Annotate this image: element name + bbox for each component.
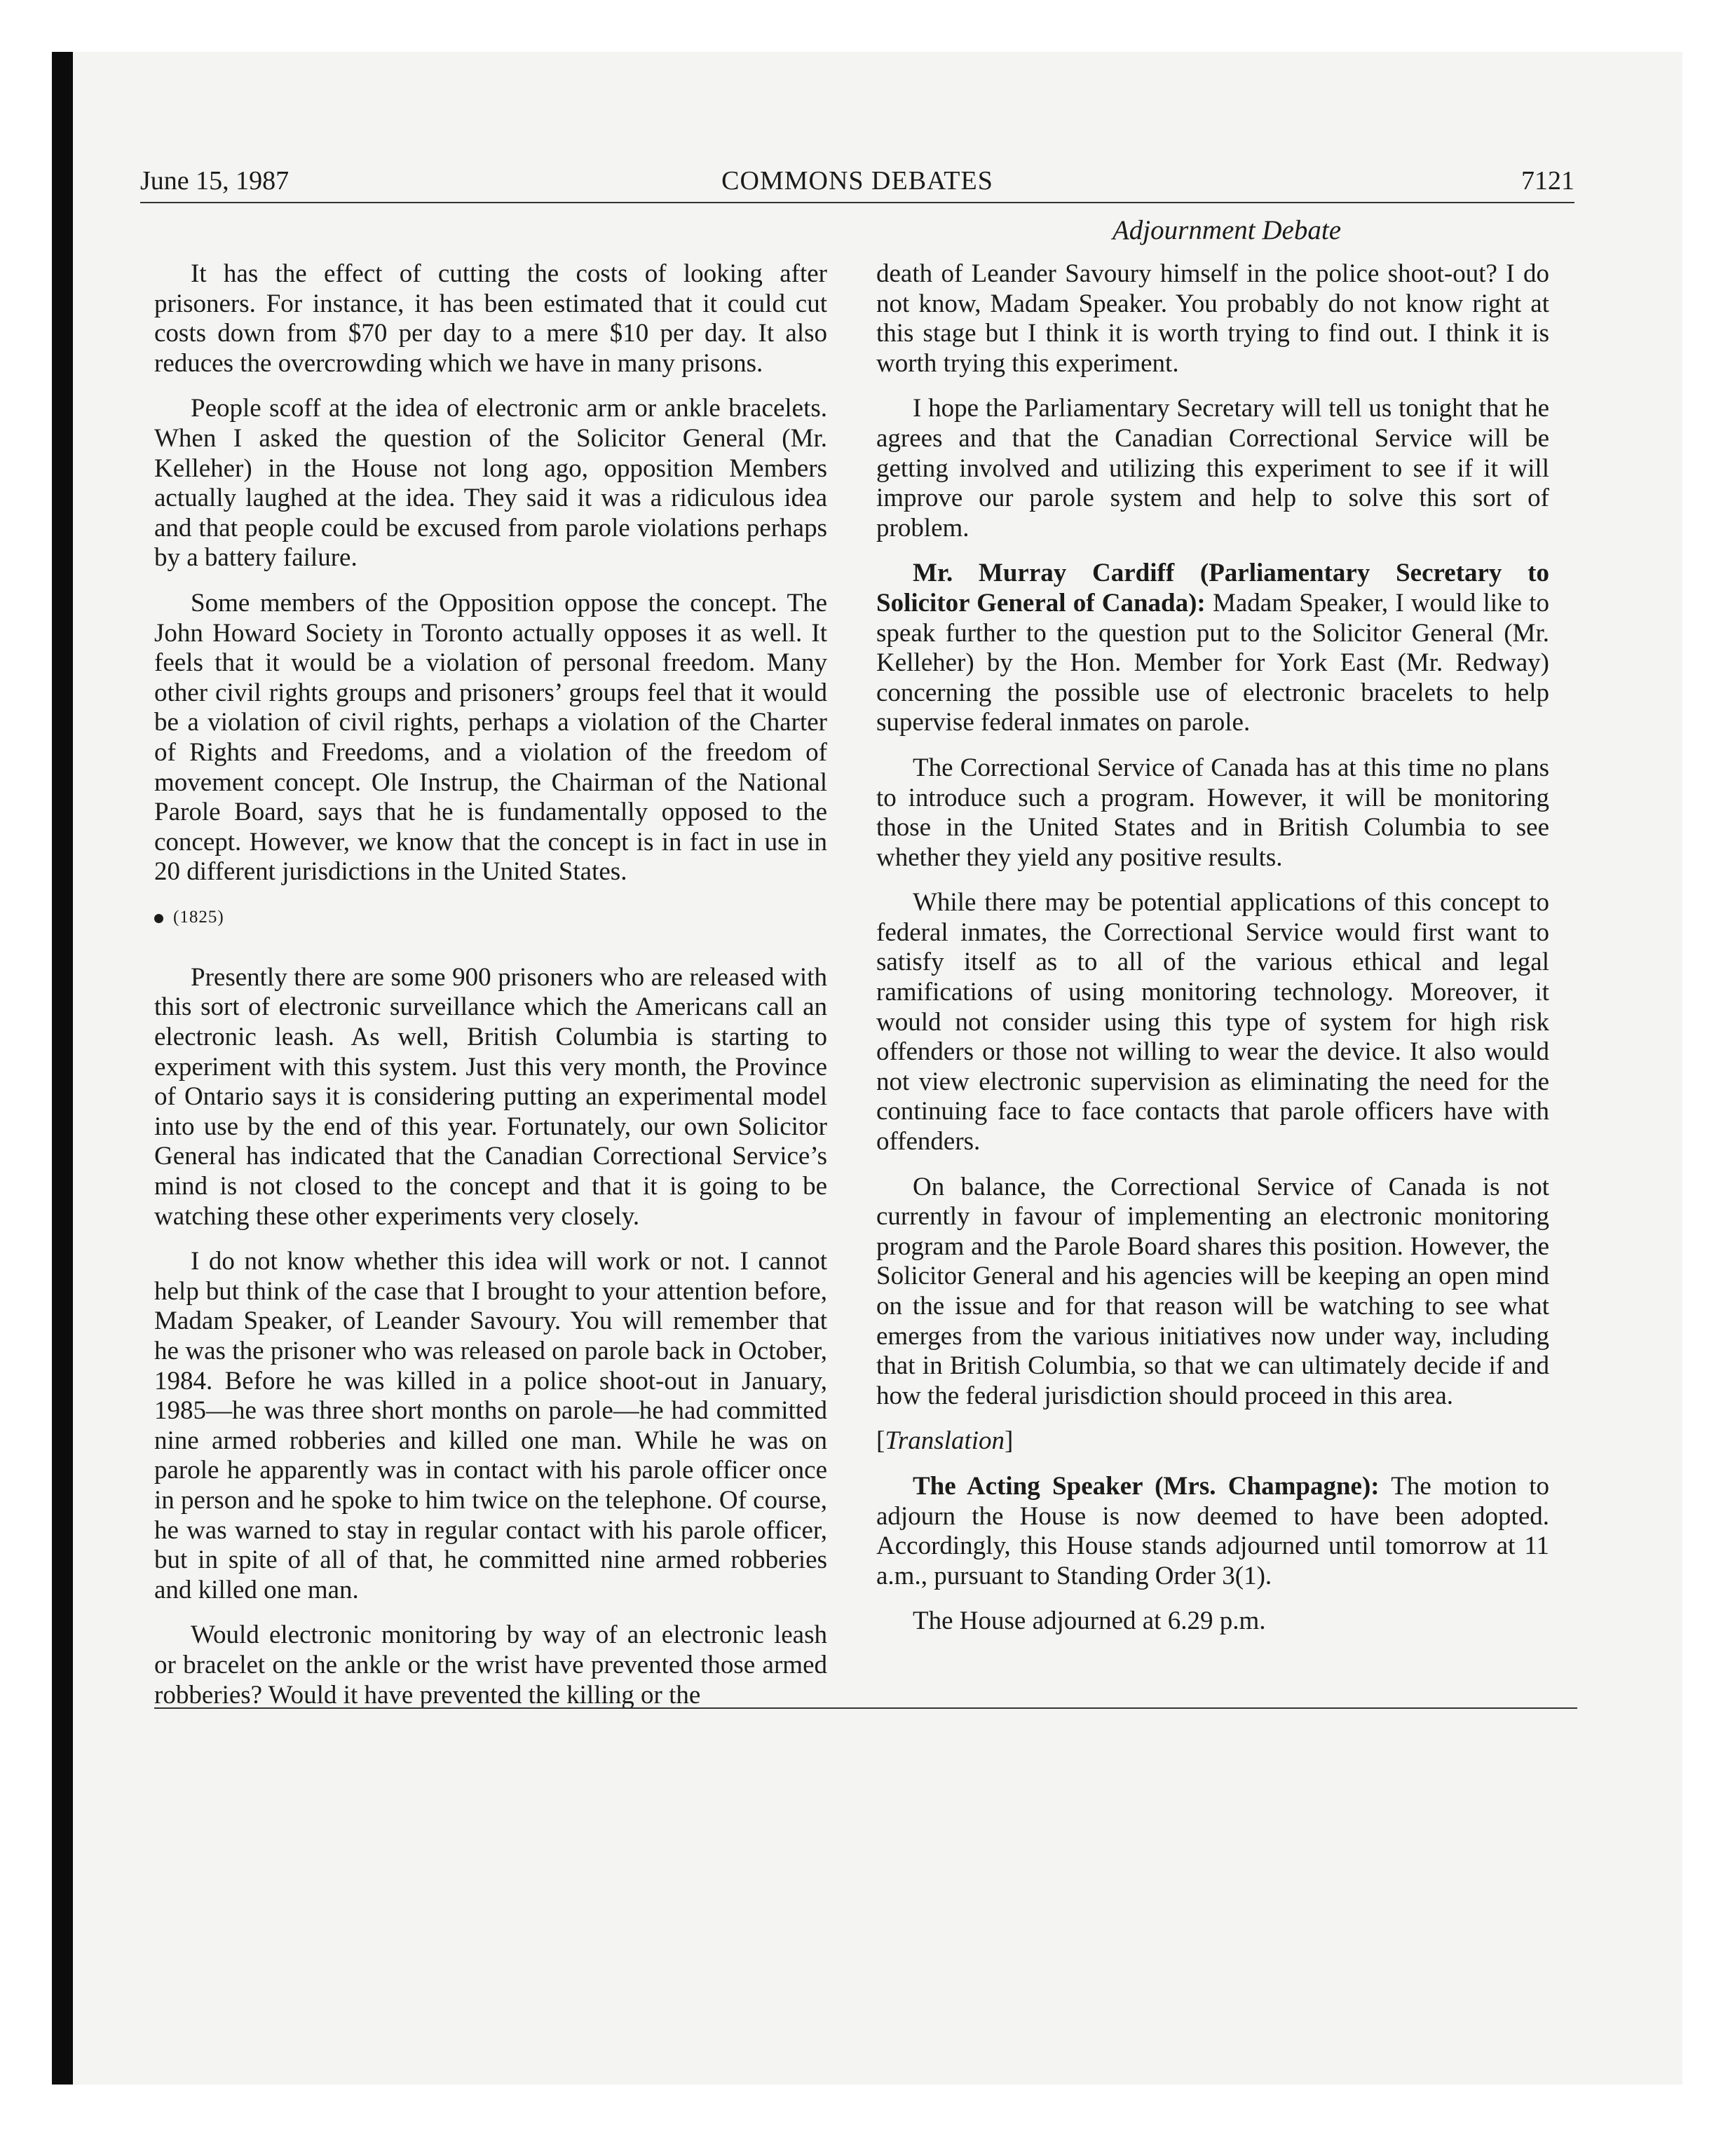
speech-paragraph xyxy=(876,1472,1549,1591)
paragraph: While there may be potential applications of this concept to federal inmates, the Correctional Service would first want to satisfy itself as to all of the various ethical and legal ramifications of using monitoring technology. Moreover, it would not consider using this type of system for high risk offenders or those not willing to wear the device. It also would not view electronic supervision as eliminating the need for the continuing face to face contacts that parole officers have with offenders. xyxy=(876,888,1549,1157)
time-marker-label: (1825) xyxy=(173,907,224,927)
paragraph: Would electronic monitoring by way of an electronic leash or bracelet on the ankle or the wrist have prevented those armed robberies? Would it have prevented the killing or the xyxy=(154,1621,827,1710)
footer-rule xyxy=(154,1707,1577,1709)
paragraph: The House adjourned at 6.29 p.m. xyxy=(913,1606,1266,1636)
left-column xyxy=(154,259,827,1726)
speech-paragraph xyxy=(876,559,1549,738)
paragraph: Presently there are some 900 prisoners who are released with this sort of electronic surveillance which the Americans call an electronic leash. As well, British Columbia is starting to experiment with this system. Just this very month, the Province of Ontario says it is considering putting an experimental model into use by the end of this year. Fortunately, our own Solicitor General has indicated that the Canadian Correctional Service’s mind is not closed to the concept and that it is going to be watching these other experiments very closely. xyxy=(154,962,827,1231)
speech-text: The motion to adjourn the House is now deemed to have been adopted. Accordingly, this House stands adjourned until tomorrow at 11 a.m., pursuant to Standing Order 3(1). xyxy=(876,1471,1549,1590)
paragraph: People scoff at the idea of electronic arm or ankle bracelets. When I asked the question of the Solicitor General (Mr. Kelleher) in the House not long ago, opposition Members actually laughed at the idea. They said it was a ridiculous idea and that people could be excused from parole violations perhaps by a battery failure. xyxy=(154,394,827,573)
paragraph: It has the effect of cutting the costs of looking after prisoners. For instance, it has been estimated that it could cut costs down from $70 per day to a mere $10 per day. It also reduces the overcrowding which we have in many prisons. xyxy=(154,259,827,378)
translation-label-text: Translation xyxy=(885,1426,1005,1456)
page-number: 7121 xyxy=(1521,166,1574,196)
running-head xyxy=(140,160,1574,202)
section-heading: Adjournment Debate xyxy=(1112,215,1341,245)
paragraph: I do not know whether this idea will work or not. I cannot help but think of the case that I brought to your attention before, Madam Speaker, of Leander Savoury. You will remember that he was the prisoner who was released on parole back in October, 1984. Before he was killed in a police shoot-out in January, 1985—he was three short months on parole—he had committed nine armed robberies and killed one man. While he was on parole he apparently was in contact with his parole officer once in person and he spoke to him twice on the telephone. Of course, he was warned to stay in regular contact with his parole officer, but in spite of all of that, he committed nine armed robberies and killed one man. xyxy=(154,1247,827,1604)
bullet-icon xyxy=(154,914,163,923)
paragraph: The Correctional Service of Canada has at this time no plans to introduce such a program. However, it will be monitoring those in the United States and in British Columbia to see whether they yield any positive results. xyxy=(876,753,1549,872)
paragraph: Some members of the Opposition oppose the concept. The John Howard Society in Toronto actually opposes it as well. It feels that it would be a violation of personal freedom. Many other civil rights groups and prisoners’ groups feel that it would be a violation of civil rights, perhaps a violation of the Charter of Rights and Freedoms, and a violation of the freedom of movement concept. Ole Instrup, the Chairman of the National Parole Board, says that he is fundamentally opposed to the concept. However, we know that the concept is in fact in use in 20 different jurisdictions in the United States. xyxy=(154,588,827,887)
time-marker xyxy=(154,903,827,932)
header-rule xyxy=(140,202,1574,203)
paragraph: On balance, the Correctional Service of Canada is not currently in favour of implementing an electronic monitoring program and the Parole Board shares this position. However, the Solicitor General and his agencies will be keeping an open mind on the issue and for that reason will be watching to see what emerges from the various initiatives now under way, including that in British Columbia, so that we can ultimately decide if and how the federal jurisdiction should proceed in this area. xyxy=(876,1172,1549,1410)
speaker-name: The Acting Speaker (Mrs. Champagne): xyxy=(913,1471,1380,1501)
translation-label: [Translation] xyxy=(876,1426,1014,1456)
speaker-name: Mr. Murray Cardiff (Parliamentary Secretary to Solicitor General of Canada): xyxy=(876,559,1549,618)
header-title: COMMONS DEBATES xyxy=(721,166,993,196)
scan-border xyxy=(52,52,73,2085)
header-date: June 15, 1987 xyxy=(140,166,290,196)
paragraph: I hope the Parliamentary Secretary will tell us tonight that he agrees and that the Canadian Correctional Service will be getting involved and utilizing this experiment to see if it will improve our parole system and help to solve this sort of problem. xyxy=(876,394,1549,543)
right-column xyxy=(876,259,1549,1652)
paragraph-continued: death of Leander Savoury himself in the police shoot-out? I do not know, Madam Speaker. You probably do not know right at this stage but I think it is worth trying to find out. I think it is worth trying this experiment. xyxy=(876,259,1549,378)
speech-text: Madam Speaker, I would like to speak further to the question put to the Solicitor General (Mr. Kelleher) by the Hon. Member for York East (Mr. Redway) concerning the possible use of electronic bracelets to help supervise federal inmates on parole. xyxy=(876,588,1549,737)
